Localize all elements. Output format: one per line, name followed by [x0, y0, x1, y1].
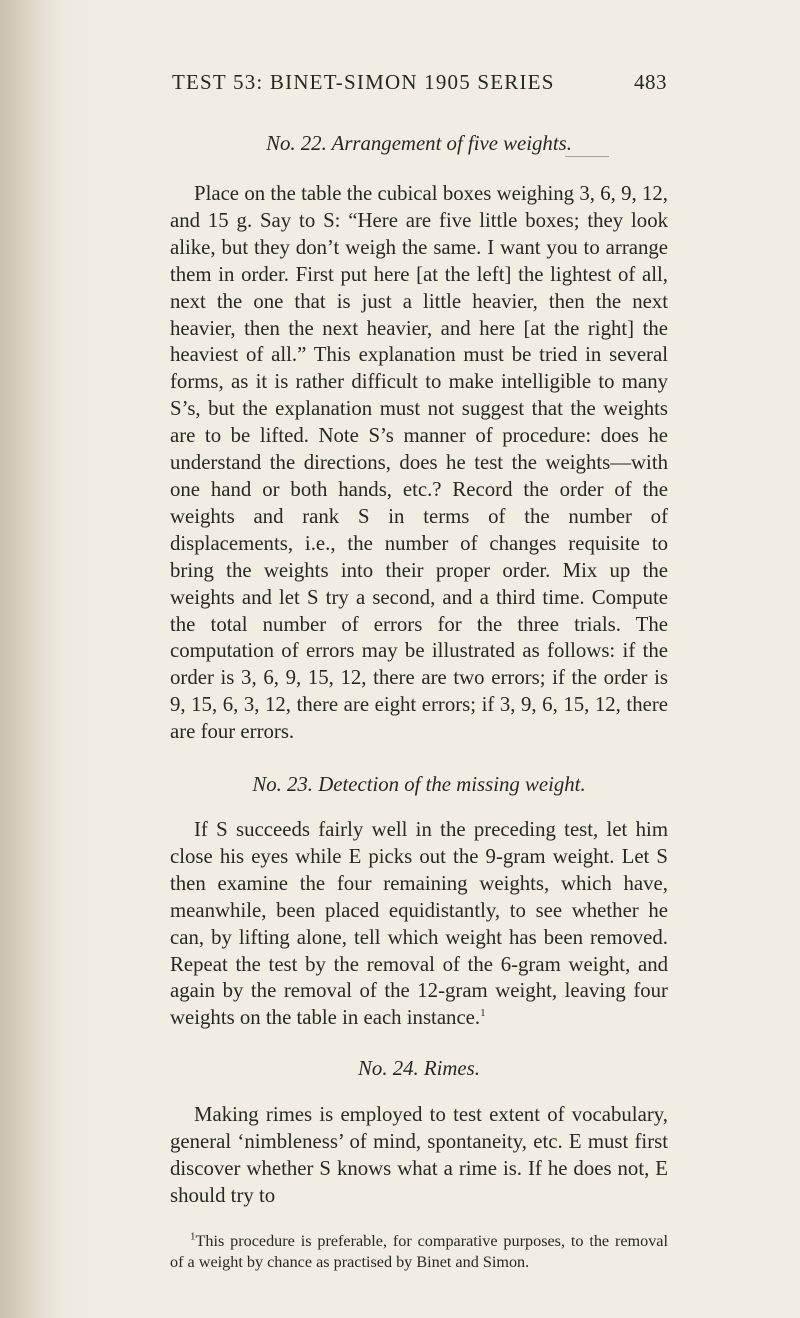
section-number: No. 22.	[266, 132, 327, 155]
footnote	[170, 1231, 668, 1273]
section-title: Detection of the missing weight.	[318, 773, 586, 797]
section-number: No. 23.	[252, 773, 314, 797]
section-heading-22	[170, 131, 668, 157]
section-heading-24	[170, 1056, 668, 1082]
footnote-paragraph	[170, 1231, 668, 1273]
section-title: Arrangement of five weights.	[331, 132, 572, 155]
page-edge-shading	[0, 0, 60, 1318]
section-heading-23	[170, 772, 668, 798]
footnote-reference: 1	[480, 1007, 486, 1020]
section-title: Rimes.	[423, 1057, 480, 1081]
page-body	[170, 131, 668, 1210]
running-header	[172, 70, 667, 104]
section-number: No. 24.	[358, 1057, 419, 1081]
page-number: 483	[634, 70, 667, 94]
running-title: TEST 53: BINET-SIMON 1905 SERIES	[172, 70, 555, 94]
section-paragraph-24: Making rimes is employed to test extent of vocabulary, general ‘nimbleness’ of mind, spontaneity, etc. E must first discover whether S knows what a rime is. If he does not, E should try to	[170, 1103, 668, 1207]
section-paragraph-22: Place on the table the cubical boxes weighing 3, 6, 9, 12, and 15 g. Say to S: “Here are five little boxes; they look alike, but they don’t weigh the same. I want you to arrange them in order. First put here [at the left] the lightest of all, next the one that is just a little heavier, then the next heavier, then the next heavier, and here [at the right] the heaviest of all.” This explanation must be tried in several forms, as it is rather difficult to make intelligible to many S’s, but the explanation must not suggest that the weights are to be lifted. Note S’s manner of procedure: does he understand the directions, does he test the weights—with one hand or both hands, etc.? Record the order of the weights and rank S in terms of the number of displacements, i.e., the number of changes requisite to bring the weights into their proper order. Mix up the weights and let S try a second, and a third time. Compute the total number of errors for the three trials. The computation of errors may be illustrated as follows: if the order is 3, 6, 9, 15, 12, there are two errors; if the order is 9, 15, 6, 3, 12, there are eight errors; if 3, 9, 6, 15, 12, there are four errors.	[170, 182, 668, 744]
paragraph-text: If S succeeds fairly well in the preceding test, let him close his eyes while E picks out the 9-gram weight. Let S then examine the four remaining weights, which have, meanwhile, been placed equidistantly, to see whether he can, by lifting alone, tell which weight has been removed. Repeat the test by the removal of the 6-gram weight, and again by the removal of the 12-gram weight, leaving four weights on the table in each instance.	[170, 818, 668, 1030]
footnote-text: This procedure is preferable, for comparative purposes, to the removal of a weight by chance as practised by Binet and Simon.	[170, 1232, 668, 1271]
footnote-marker: 1	[190, 1230, 196, 1243]
section-paragraph-23	[170, 817, 668, 1032]
